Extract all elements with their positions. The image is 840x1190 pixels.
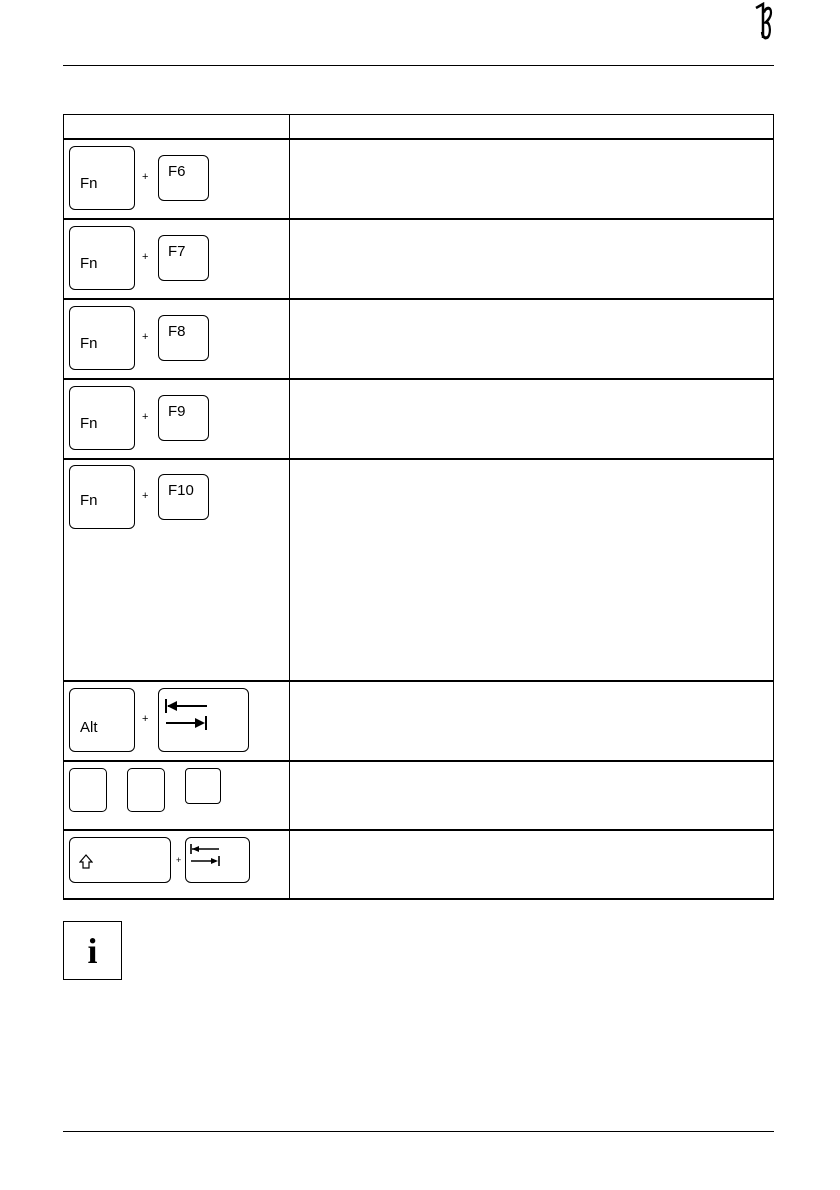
page-number-graphic [750,2,774,42]
tab-arrows-icon [163,697,213,733]
key-label: Fn [80,255,98,272]
shift-arrow-icon [79,854,93,870]
key-combination-table [63,114,774,900]
table-row [64,299,774,379]
keys-cell [64,139,290,219]
description-cell [290,459,774,681]
table-row [64,379,774,459]
blank-key [127,768,165,812]
header-cell-description [290,115,774,140]
key-label: Fn [80,335,98,352]
key-label: F10 [168,482,194,499]
table-row [64,761,774,830]
f6-key [158,155,209,201]
table-header-row [64,115,774,140]
table-row [64,830,774,899]
key-label: Alt [80,719,98,736]
f9-key [158,395,209,441]
key-label: F7 [168,243,186,260]
f8-key [158,315,209,361]
fn-key [69,386,135,450]
description-cell [290,681,774,761]
alt-key [69,688,135,752]
f10-key [158,474,209,520]
blank-key [185,768,221,804]
header-cell-keys [64,115,290,140]
table-row [64,459,774,681]
table-row [64,681,774,761]
plus-sign: + [142,411,149,423]
table-row [64,219,774,299]
keys-cell [64,830,290,899]
keys-cell [64,761,290,830]
key-label: Fn [80,492,98,509]
tab-arrows-icon [189,843,225,869]
key-label: F9 [168,403,186,420]
tab-key [158,688,249,752]
keys-cell [64,219,290,299]
key-label: Fn [80,175,98,192]
fn-key [69,146,135,210]
keys-cell [64,459,290,681]
description-cell [290,299,774,379]
keys-cell [64,379,290,459]
description-cell [290,761,774,830]
f7-key [158,235,209,281]
shift-key [69,837,171,883]
table-row [64,139,774,219]
info-note-box [63,921,122,980]
footer-rule [63,1131,774,1132]
key-label: F6 [168,163,186,180]
blank-key [69,768,107,812]
plus-sign: + [142,251,149,263]
info-icon: i [87,931,98,971]
key-label: F8 [168,323,186,340]
fn-key [69,226,135,290]
description-cell [290,219,774,299]
key-label: Fn [80,415,98,432]
fn-key [69,306,135,370]
header-rule [63,65,774,66]
fn-key [69,465,135,529]
keys-cell [64,681,290,761]
keys-cell [64,299,290,379]
plus-sign: + [142,171,149,183]
plus-sign: + [142,713,149,725]
tab-key [185,837,250,883]
description-cell [290,379,774,459]
plus-sign: + [176,855,182,865]
description-cell [290,139,774,219]
plus-sign: + [142,331,149,343]
plus-sign: + [142,490,149,502]
description-cell [290,830,774,899]
